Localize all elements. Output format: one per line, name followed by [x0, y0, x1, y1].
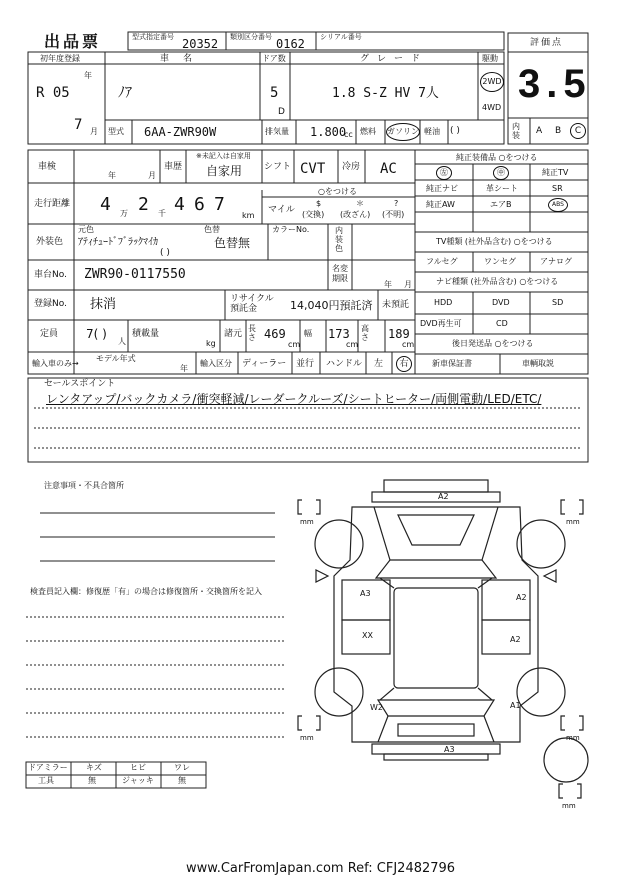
mileage-digit-3: 4 [174, 194, 185, 215]
model-no-value: 20352 [182, 37, 219, 51]
later-warranty: 新車保証書 [432, 359, 472, 368]
mm-rear-left: mm [300, 734, 314, 742]
tv-fullseg: フルセグ [426, 257, 458, 266]
color-orig-value: ｱﾃｨﾁｭｰﾄﾞﾌﾞﾗｯｸﾏｲｶ [78, 237, 158, 248]
drive-4wd: 4WD [482, 103, 502, 112]
mileage-unit-km: km [242, 211, 255, 220]
usage-note: ※未記入は自家用 [196, 152, 251, 160]
usage-value: 自家用 [206, 164, 243, 178]
dims-label: 諸元 [224, 329, 243, 339]
length-label: 長さ [248, 324, 256, 342]
ac-label: 冷房 [342, 162, 361, 172]
navi-hdd: HDD [434, 298, 453, 307]
mileage-type-dollar: $ [316, 199, 322, 208]
tools-tool-value: 無 [88, 776, 96, 785]
tools-h-scratch: キズ [86, 763, 102, 772]
mileage-digit-2: 2 [138, 194, 149, 215]
equip-abs-circled: ABS [548, 198, 568, 212]
import-class-label: 輸入区分 [200, 359, 232, 368]
mark-left-rear-wheel: W2 [370, 703, 383, 712]
width-label: 幅 [304, 329, 312, 338]
mm-spare: mm [562, 802, 576, 810]
inspection-year-unit: 年 [108, 171, 116, 180]
mm-front-left: mm [300, 518, 314, 526]
equipment-title: 純正装備品 ○をつける [456, 153, 538, 162]
registration-value: 抹消 [90, 297, 117, 312]
score-label: 評価点 [530, 38, 564, 48]
height-label: 高さ [361, 324, 369, 342]
usage-label: 車歴 [164, 162, 183, 172]
displacement-unit: cc [344, 130, 353, 139]
navi-title: ナビ種類 (社外品含む) ○をつける [436, 277, 559, 286]
diesel-label: 軽油 [424, 127, 440, 136]
later-manual: 車輌取説 [522, 359, 554, 368]
car-name-label: 車名 [160, 54, 207, 64]
doors-value: 5 [270, 85, 279, 101]
model-type-label: 型式 [108, 127, 124, 136]
recycle-value: 14,040円預託済 [290, 299, 373, 312]
mark-left-front-door: A3 [360, 589, 371, 598]
inspector-label: 検査員記入欄：修復歴「有」の場合は修復箇所・交換箇所を記入 [30, 587, 262, 596]
mileage-unit-sen: 千 [158, 209, 166, 218]
mark-left-rear-door: XX [362, 631, 373, 640]
tv-analog: アナログ [540, 257, 572, 266]
reg-month: 7 [74, 117, 83, 133]
later-title: 後日発送品 ○をつける [452, 339, 534, 348]
equip-airbag: エアB [490, 200, 512, 209]
tools-h-mirror: ドアミラー [28, 763, 68, 772]
mileage-circle-note: ○をつける [318, 187, 357, 196]
watermark: www.CarFromJapan.com Ref: CFJ2482796 [186, 861, 456, 876]
navi-dvd-play: DVD再生可 [420, 319, 462, 328]
mileage-type-question: ? [394, 199, 399, 208]
inspection-month-unit: 月 [148, 171, 156, 180]
mileage-digit-4: 6 [194, 194, 205, 215]
interior-grade-b: B [555, 126, 562, 136]
capacity-label: 定員 [40, 329, 59, 339]
doors-suffix: D [278, 107, 285, 117]
shift-label: シフト [264, 162, 292, 172]
width-value: 173 [328, 327, 350, 341]
sales-point-text: レンタアップ/バックカメラ/衝突軽減/レーダークルーズ/シートヒーター/両側電動/LED/ETC/ [46, 392, 542, 406]
length-unit: cm [288, 340, 301, 349]
tools-jack-value: 無 [178, 776, 186, 785]
mark-right-front-door: A2 [516, 593, 527, 602]
sales-point-label: セールスポイント [44, 379, 116, 389]
mileage-type-tampered: (改ざん) [340, 210, 371, 219]
equip-tv: 純正TV [542, 168, 569, 177]
mileage-unit-man: 万 [120, 209, 128, 218]
tv-title: TV種類 (社外品含む) ○をつける [436, 237, 553, 246]
length-value: 469 [264, 327, 286, 341]
color-change-label: 色替 [204, 225, 220, 234]
mark-rear-bumper: A3 [444, 745, 455, 754]
navi-sd: SD [552, 298, 564, 307]
mileage-label: 走行距離 [34, 199, 71, 209]
serial-label: シリアル番号 [320, 33, 362, 41]
navi-cd: CD [496, 319, 508, 328]
recycle-label: リサイクル預託金 [230, 294, 274, 314]
equip-nav-circled: ㊥ [493, 166, 509, 180]
mm-front-right: mm [566, 518, 580, 526]
equip-sr: SR [552, 184, 563, 193]
reg-month-unit: 月 [90, 127, 98, 136]
color-no-label: カラーNo. [272, 225, 310, 234]
registration-label: 登録No. [34, 299, 67, 309]
model-year-unit: 年 [180, 364, 188, 373]
model-year-label: モデル年式 [96, 354, 136, 363]
chassis-value: ZWR90-0117550 [84, 267, 186, 282]
handle-left: 左 [374, 359, 384, 369]
model-type-value: 6AA-ZWR90W [144, 125, 217, 139]
displacement-value: 1.800 [310, 125, 347, 139]
reg-era: R 05 [36, 85, 70, 101]
mm-rear-right: mm [566, 734, 580, 742]
tools-jack-label: ジャッキ [122, 776, 154, 785]
capacity-value: 7( ) [86, 327, 107, 341]
notes-label: 注意事項・不具合箇所 [44, 481, 124, 490]
tv-oneseg: ワンセグ [484, 257, 516, 266]
interior-grade-c-circled: C [570, 123, 586, 139]
height-unit: cm [402, 340, 415, 349]
name-change-month-unit: 月 [404, 280, 412, 289]
ac-value: AC [380, 161, 397, 177]
color-paren: ( ) [160, 248, 170, 258]
color-orig-label: 元色 [78, 225, 94, 234]
drive-label: 駆動 [482, 54, 498, 63]
fuel-gasoline-circled: ガソリン [386, 123, 420, 141]
chassis-label: 車台No. [34, 270, 67, 280]
interior-grade-a: A [536, 126, 543, 136]
shift-value: CVT [300, 161, 326, 177]
car-name-value: ﾉｱ [118, 85, 132, 101]
interior-label: 内装 [512, 122, 520, 140]
category-no-value: 0162 [276, 37, 305, 51]
reg-label: 初年度登録 [40, 54, 80, 63]
equip-leather: 革シート [486, 184, 518, 193]
navi-dvd: DVD [492, 298, 510, 307]
import-parallel: 並行 [296, 359, 315, 369]
mark-front-bumper: A2 [438, 492, 449, 501]
handle-label: ハンドル [326, 359, 363, 369]
recycle-unpaid: 未預託 [382, 300, 410, 310]
handle-right-circled: 右 [396, 356, 412, 372]
equip-alloy: 純正AW [426, 200, 455, 209]
doors-label: ドア数 [262, 54, 286, 63]
width-unit: cm [346, 340, 359, 349]
inspection-label: 車検 [38, 162, 57, 172]
load-label: 積載量 [132, 329, 160, 339]
capacity-unit: 人 [118, 337, 126, 346]
height-value: 189 [388, 327, 410, 341]
mileage-type-exchange: (交換) [302, 210, 325, 219]
category-no-label: 類別区分番号 [230, 33, 272, 41]
color-label: 外装色 [36, 237, 64, 247]
equip-aw-circled: ㊧ [436, 166, 452, 180]
mileage-digit-5: 7 [214, 194, 225, 215]
equip-navi: 純正ナビ [426, 184, 458, 193]
form-title: 出品票 [44, 32, 102, 51]
mileage-digit-1: 4 [100, 194, 111, 215]
tools-tool-label: 工具 [38, 776, 54, 785]
grade-label: グレード [360, 54, 429, 64]
fuel-label: 燃料 [360, 127, 376, 136]
model-no-label: 型式指定番号 [132, 33, 174, 41]
grade-value: 1.8 S-Z HV 7人 [332, 86, 439, 101]
load-unit: kg [206, 339, 216, 348]
name-change-label: 名変期限 [332, 264, 348, 283]
import-label: 輸入車のみ→ [32, 359, 79, 368]
mark-right-rear-door: A2 [510, 635, 521, 644]
diesel-bracket: ( ) [450, 126, 460, 136]
tools-h-crack: ヒビ [130, 763, 146, 772]
reg-year-unit: 年 [84, 71, 92, 80]
import-dealer: ディーラー [242, 359, 287, 369]
name-change-year-unit: 年 [384, 280, 392, 289]
car-diagram [298, 480, 588, 798]
mileage-type-star: ＊ [356, 199, 364, 208]
drive-2wd-circled: 2WD [480, 72, 504, 92]
mark-right-rear-wheel: A1 [510, 701, 521, 710]
displacement-label: 排気量 [265, 127, 289, 136]
color-change-value: 色替無 [214, 236, 251, 250]
tools-h-break: ワレ [174, 763, 190, 772]
mileage-type-unknown: (不明) [382, 210, 405, 219]
mileage-type-label: マイル [268, 205, 295, 215]
score-value: 3.5 [518, 62, 592, 106]
interior-color-label: 内装色 [335, 226, 343, 253]
